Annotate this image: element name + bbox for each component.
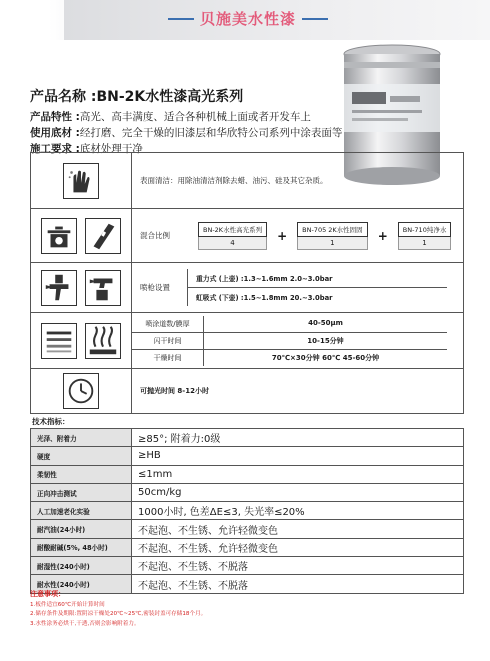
spec-value: 10-15分钟: [307, 336, 344, 345]
mix-item-name: BN-710纯净水: [398, 222, 452, 237]
spec-value: 70℃×30分钟 60℃ 45-60分钟: [271, 353, 380, 362]
tech-key: 柔韧性: [31, 465, 132, 483]
brand-header: [168, 8, 328, 29]
brand-name: 贝施美水性漆: [200, 10, 297, 28]
brand-line-left: [168, 18, 194, 20]
tech-value: 不起泡、不生锈、不脱落: [132, 575, 464, 593]
table-row: [31, 557, 464, 575]
spray-siphon-setting: 虹吸式 (下壶) :1.5~1.8mm 20.~3.0bar: [196, 294, 333, 302]
table-row: [31, 447, 464, 465]
tech-value: 不起泡、不生锈、允许轻微变色: [132, 538, 464, 556]
mix-item-name: BN-705 2K水性固固: [297, 222, 368, 237]
spec-row: [132, 350, 447, 366]
process-row-spray: [31, 263, 463, 313]
notes-section: [30, 590, 470, 629]
spec-key: 干燥时间: [132, 350, 204, 366]
note-item: 1.板件适宜60℃开始计算时间: [30, 601, 105, 608]
tech-key: 耐湿性(240小时): [31, 557, 132, 575]
tech-key: 耐酸耐碱(5%, 48小时): [31, 538, 132, 556]
tech-value: ≥HB: [132, 447, 464, 465]
table-row: [31, 483, 464, 501]
spec-key: 闪干时间: [132, 333, 204, 349]
clock-icon-cell: [31, 369, 132, 413]
mix-item-3: [398, 222, 452, 250]
tech-value: 不起泡、不生锈、不脱落: [132, 557, 464, 575]
tech-key: 耐水性(240小时): [31, 575, 132, 593]
spec-key: 喷涂道数/膜厚: [132, 316, 204, 332]
product-title: [30, 86, 350, 106]
spec-row: [132, 333, 447, 350]
tech-key: 人工加速老化实验: [31, 502, 132, 520]
spray-icon-cell: [31, 263, 132, 312]
process-table: [30, 152, 464, 414]
feature-text: 高光、高丰满度、适合各种机械上面或者开发车上: [79, 111, 311, 123]
requirement-text: 底材处理干净: [79, 143, 143, 155]
tech-value: 1000小时, 色差ΔE≤3, 失光率≤20%: [132, 502, 464, 520]
mix-item-ratio: 4: [198, 237, 267, 250]
requirement-label: 施工要求 :: [30, 143, 80, 155]
tech-key: 耐汽油(24小时): [31, 520, 132, 538]
note-item: 2.储存条件及期限:置阴凉干燥处20℃~25℃,密装封盖可存储18个月。: [30, 611, 207, 617]
name-label: 产品名称 :: [30, 89, 97, 105]
tech-key: 硬度: [31, 447, 132, 465]
drying-icon-cell: [31, 313, 132, 368]
mix-ratio-group: [140, 222, 455, 250]
process-row-cleaning: [31, 153, 463, 209]
cleaning-icon-cell: [31, 153, 132, 208]
spec-value: 40-50μm: [308, 318, 343, 327]
mix-item-ratio: 1: [398, 237, 452, 250]
feature-label: 产品特性 :: [30, 111, 80, 123]
product-name: BN-2K水性漆高光系列: [96, 89, 244, 105]
mix-body: [132, 209, 463, 262]
tech-value: 不起泡、不生锈、允许轻微变色: [132, 520, 464, 538]
process-row-polish: [31, 369, 463, 413]
table-row: [31, 538, 464, 556]
mix-icon-cell: [31, 209, 132, 262]
cleaning-text: 表面清洁：用除油清洁剂除去蜡、油污、硅及其它杂质。: [140, 176, 328, 185]
tech-value: 50cm/kg: [132, 483, 464, 501]
spray-gravity-setting: 重力式 (上壶) :1.3~1.6mm 2.0~3.0bar: [188, 269, 447, 288]
mix-item-name: BN-2K水性高光系列: [198, 222, 267, 237]
gravity-spray-gun-icon: [41, 270, 77, 306]
product-info: [30, 86, 350, 157]
process-row-mix: [31, 209, 463, 263]
polish-time: 可抛光时间 8-12小时: [140, 387, 209, 395]
layers-icon: [41, 323, 77, 359]
tech-value: ≤1mm: [132, 465, 464, 483]
spray-settings: [132, 269, 447, 306]
mix-item-ratio: 1: [297, 237, 368, 250]
tech-value: ≥85°; 附着力:0级: [132, 429, 464, 447]
tech-spec-table: [30, 428, 464, 594]
substrate-row: [30, 125, 350, 141]
spec-row: [132, 316, 447, 333]
plus-sign: +: [277, 228, 288, 243]
cleaning-hand-icon: [63, 163, 99, 199]
table-row: [31, 465, 464, 483]
table-row: [31, 502, 464, 520]
spec-grid: [132, 316, 447, 366]
mixing-stick-icon: [85, 218, 121, 254]
plus-sign: +: [377, 228, 388, 243]
tech-key: 光泽、附着力: [31, 429, 132, 447]
mix-item-2: [297, 222, 368, 250]
note-item: 3.水性涂务必烘干,干透,否则会影响附着力。: [30, 620, 140, 627]
table-row: [31, 520, 464, 538]
clock-icon: [63, 373, 99, 409]
heat-drying-icon: [85, 323, 121, 359]
scale-icon: [41, 218, 77, 254]
substrate-label: 使用底材 :: [30, 127, 80, 139]
specs-body: [132, 313, 463, 368]
tech-title: 技术指标：: [32, 417, 70, 426]
substrate-text: 经打磨、完全干燥的旧漆层和华欣特公司系列中涂表面等: [79, 127, 343, 139]
mix-item-1: [198, 222, 267, 250]
process-row-specs: [31, 313, 463, 369]
tech-key: 正向冲击测试: [31, 483, 132, 501]
mix-label: 混合比例: [140, 231, 170, 240]
spray-label: 喷枪设置: [132, 269, 188, 306]
brand-line-right: [302, 18, 328, 20]
notes-title: 注意事项：: [30, 590, 65, 598]
table-row: [31, 429, 464, 447]
siphon-spray-gun-icon: [85, 270, 121, 306]
feature-row: [30, 109, 350, 125]
spray-lines: [188, 269, 447, 306]
spray-body: [132, 263, 463, 312]
